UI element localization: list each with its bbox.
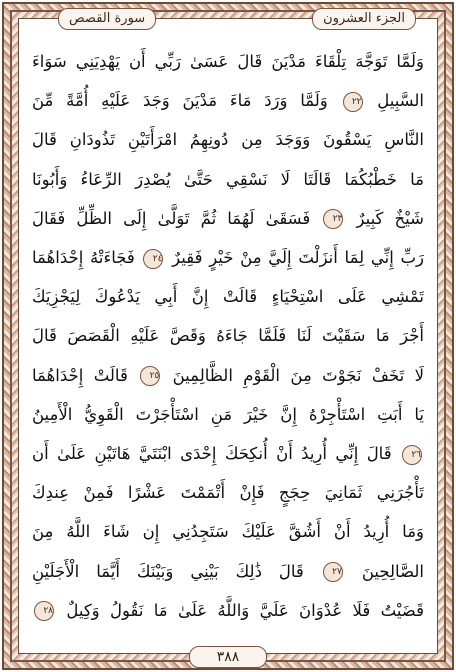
page-footer <box>0 646 456 668</box>
verse-text: وَمَا أُرِيدُ أَنْ أَشُقَّ عَلَيْكَ سَتَجِدُنِي إِن شَاءَ اللَّهُ مِنَ <box>32 522 424 542</box>
verse-text: قَضَيْتُ فَلَا عُدْوَانَ عَلَيَّ وَاللَّهُ عَلَىٰ مَا نَقُولُ وَكِيلٌ <box>56 600 424 620</box>
page-header <box>0 5 456 29</box>
text-line <box>32 277 424 317</box>
text-line <box>32 120 424 160</box>
verse-text: لَا تَخَفْ نَجَوْتَ مِنَ الْقَوْمِ الظَّالِمِينَ <box>162 365 424 385</box>
verse-text: الصَّالِحِينَ <box>344 561 424 581</box>
verse-text: قَالَ ذَٰلِكَ بَيْنِي وَبَيْنَكَ أَيَّمَا الْأَجَلَيْنِ <box>32 561 321 581</box>
text-line <box>32 395 424 435</box>
ayah-number-marker: ٢٧ <box>323 562 343 582</box>
ayah-number-marker: ٢٨ <box>34 601 54 621</box>
text-line <box>32 591 424 631</box>
text-line <box>32 434 424 474</box>
text-line <box>32 512 424 552</box>
verse-text: فَجَاءَتْهُ إِحْدَاهُمَا <box>32 248 142 267</box>
text-line <box>32 238 424 278</box>
juz-label: الجزء العشرون <box>312 8 416 30</box>
quran-text <box>32 42 424 630</box>
page-number: ٣٨٨ <box>189 646 267 668</box>
verse-text: السَّبِيلِ <box>364 91 424 111</box>
text-line <box>32 473 424 513</box>
verse-text: مَا خَطْبُكُمَا قَالَتَا لَا نَسْقِي حَتَّىٰ يُصْدِرَ الرِّعَاءُ وَأَبُونَا <box>32 169 424 189</box>
text-line <box>32 160 424 200</box>
surah-label: سورة القصص <box>58 8 156 30</box>
ayah-number-marker: ٢٥ <box>140 366 160 386</box>
verse-text: قَالَ إِنِّي أُرِيدُ أَنْ أُنكِحَكَ إِحْدَى ابْنَتَيَّ هَاتَيْنِ عَلَىٰ أَن <box>32 444 400 463</box>
ayah-number-marker: ٢٢ <box>343 92 363 112</box>
ayah-number-marker: ٢٣ <box>323 209 343 229</box>
text-line <box>32 356 424 396</box>
verse-text: أَجْرَ مَا سَقَيْتَ لَنَا فَلَمَّا جَاءَهُ وَقَصَّ عَلَيْهِ الْقَصَصَ قَالَ <box>32 326 424 346</box>
text-line <box>32 316 424 356</box>
verse-text: النَّاسِ يَسْقُونَ وَوَجَدَ مِن دُونِهِمُ امْرَأَتَيْنِ تَذُودَانِ قَالَ <box>32 130 424 150</box>
verse-text: وَلَمَّا وَرَدَ مَاءَ مَدْيَنَ وَجَدَ عَلَيْهِ أُمَّةً مِّنَ <box>32 91 341 111</box>
ayah-number-marker: ٢٦ <box>402 445 422 465</box>
text-line <box>32 81 424 121</box>
verse-text: تَأْجُرَنِي ثَمَانِيَ حِجَجٍ فَإِنْ أَتْمَمْتَ عَشْرًا فَمِنْ عِندِكَ <box>32 483 424 503</box>
verse-text: تَمْشِي عَلَى اسْتِحْيَاءٍ قَالَتْ إِنَّ أَبِي يَدْعُوكَ لِيَجْزِيَكَ <box>32 287 424 307</box>
ayah-number-marker: ٢٤ <box>143 249 163 269</box>
text-line <box>32 552 424 592</box>
verse-text: رَبِّ إِنِّي لِمَا أَنزَلْتَ إِلَيَّ مِنْ خَيْرٍ فَقِيرٌ <box>165 248 424 267</box>
verse-text: وَلَمَّا تَوَجَّهَ تِلْقَاءَ مَدْيَنَ قَالَ عَسَىٰ رَبِّي أَن يَهْدِيَنِي سَوَاءَ <box>32 52 424 71</box>
text-line <box>32 199 424 239</box>
verse-text: قَالَتْ إِحْدَاهُمَا <box>32 365 139 385</box>
verse-text: شَيْخٌ كَبِيرٌ <box>345 208 424 228</box>
text-line <box>32 42 424 82</box>
verse-text: فَسَقَىٰ لَهُمَا ثُمَّ تَوَلَّىٰ إِلَى الظِّلِّ فَقَالَ <box>32 208 322 228</box>
verse-text: يَا أَبَتِ اسْتَأْجِرْهُ إِنَّ خَيْرَ مَنِ اسْتَأْجَرْتَ الْقَوِيُّ الْأَمِينُ <box>32 404 424 424</box>
